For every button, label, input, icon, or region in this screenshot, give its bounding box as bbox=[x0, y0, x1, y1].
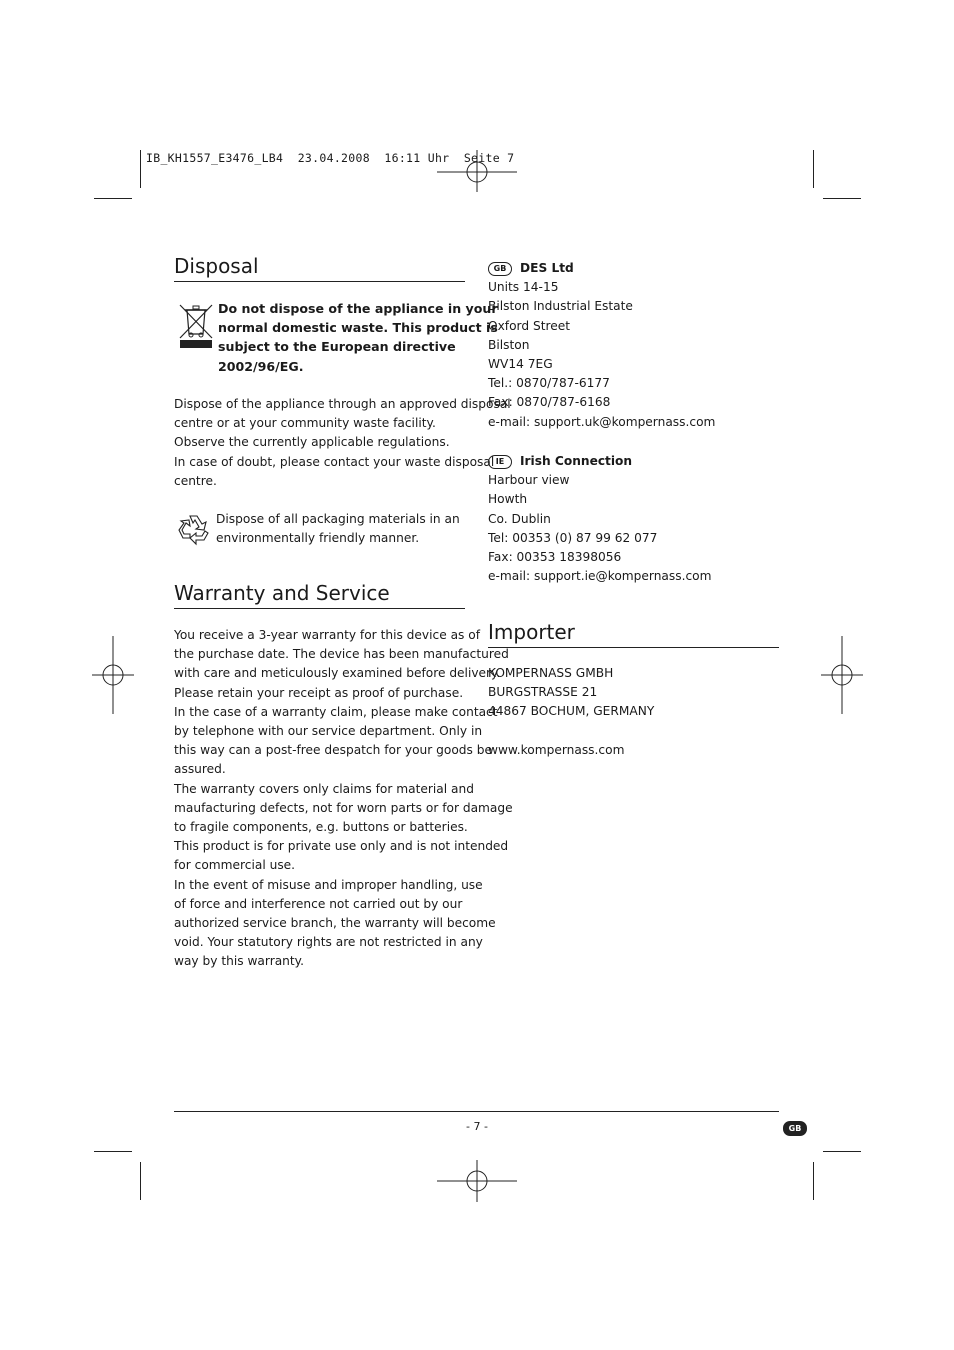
warranty-line: In the case of a warranty claim, please make contact bbox=[174, 704, 498, 719]
service-ie-line: Fax: 00353 18398056 bbox=[488, 550, 622, 565]
disposal-paragraph-line: Dispose of the appliance through an approved disposal bbox=[174, 397, 511, 411]
warranty-line: with care and meticulously examined before delivery. bbox=[174, 666, 501, 681]
footer-rule bbox=[174, 1111, 779, 1112]
service-ie-email[interactable]: e-mail: support.ie@kompernass.com bbox=[488, 569, 712, 584]
importer-line: 44867 BOCHUM, GERMANY bbox=[488, 704, 655, 719]
warranty-rule bbox=[174, 608, 465, 609]
warranty-line: The warranty covers only claims for material and bbox=[174, 781, 474, 796]
service-gb-line: WV14 7EG bbox=[488, 357, 553, 372]
service-ie-name: Irish Connection bbox=[520, 454, 633, 468]
service-gb-line: Units 14-15 bbox=[488, 280, 559, 295]
warranty-line: this way can a post-free despatch for your goods be bbox=[174, 743, 492, 758]
language-badge: GB bbox=[783, 1121, 807, 1136]
disposal-warning-line: Do not dispose of the appliance in your bbox=[218, 301, 498, 316]
disposal-warning-line: normal domestic waste. This product is bbox=[218, 320, 498, 336]
packaging-line: environmentally friendly manner. bbox=[216, 531, 420, 546]
warranty-line: This product is for private use only and is not intended bbox=[174, 839, 509, 854]
warranty-title: Warranty and Service bbox=[174, 581, 390, 605]
packaging-line: Dispose of all packaging materials in an bbox=[216, 512, 460, 526]
importer-website[interactable]: www.kompernass.com bbox=[488, 743, 625, 757]
registration-mark-top bbox=[437, 150, 517, 192]
registration-mark-left bbox=[92, 636, 134, 714]
gb-badge: GB bbox=[488, 262, 512, 276]
warranty-line: by telephone with our service department. Only in bbox=[174, 724, 483, 739]
service-gb-heading bbox=[488, 259, 715, 278]
print-slug: IB_KH1557_E3476_LB4 23.04.2008 16:11 Uhr Seite 7 bbox=[146, 151, 515, 165]
service-address-ie bbox=[488, 452, 712, 586]
service-gb-line: Oxford Street bbox=[488, 318, 570, 333]
warranty-line: void. Your statutory rights are not restricted in any bbox=[174, 935, 483, 950]
service-ie-line: Howth bbox=[488, 492, 528, 507]
service-ie-line: Co. Dublin bbox=[488, 511, 551, 526]
service-gb-line: Tel.: 0870/787-6177 bbox=[488, 376, 610, 391]
importer-line: KOMPERNASS GMBH bbox=[488, 666, 614, 680]
importer-address bbox=[488, 664, 654, 722]
warranty-line: the purchase date. The device has been manufactured bbox=[174, 647, 509, 662]
warranty-line: In the event of misuse and improper handling, use bbox=[174, 877, 483, 892]
registration-mark-bottom bbox=[437, 1160, 517, 1202]
service-gb-line: Fax: 0870/787-6168 bbox=[488, 395, 611, 410]
disposal-paragraph-line: Observe the currently applicable regulations. bbox=[174, 435, 450, 450]
disposal-warning bbox=[218, 299, 498, 376]
importer-rule bbox=[488, 647, 779, 648]
disposal-paragraph bbox=[174, 395, 511, 491]
service-ie-heading bbox=[488, 452, 712, 471]
crossed-out-bin-icon bbox=[178, 302, 214, 350]
warranty-line: maufacturing defects, not for worn parts or for damage bbox=[174, 800, 513, 815]
recycle-icon bbox=[175, 511, 213, 549]
importer-title: Importer bbox=[488, 620, 575, 644]
disposal-rule bbox=[174, 281, 465, 282]
service-gb-line: Bilston bbox=[488, 337, 530, 352]
warranty-paragraph bbox=[174, 626, 513, 972]
service-gb-line: Bilston Industrial Estate bbox=[488, 299, 633, 314]
warranty-line: way by this warranty. bbox=[174, 954, 305, 969]
warranty-line: Please retain your receipt as proof of purchase. bbox=[174, 685, 464, 700]
warranty-line: assured. bbox=[174, 762, 226, 777]
warranty-line: to fragile components, e.g. buttons or batteries. bbox=[174, 820, 468, 835]
warranty-line: authorized service branch, the warranty will become bbox=[174, 916, 496, 931]
disposal-warning-line: 2002/96/EG. bbox=[218, 358, 304, 374]
disposal-paragraph-line: In case of doubt, please contact your waste disposal bbox=[174, 454, 495, 469]
service-address-gb bbox=[488, 259, 715, 432]
warranty-line: for commercial use. bbox=[174, 858, 296, 873]
warranty-line: You receive a 3-year warranty for this device as of bbox=[174, 628, 481, 642]
warranty-line: of force and interference not carried out by our bbox=[174, 896, 463, 911]
service-gb-email[interactable]: e-mail: support.uk@kompernass.com bbox=[488, 414, 716, 429]
importer-line: BURGSTRASSE 21 bbox=[488, 685, 598, 700]
disposal-title: Disposal bbox=[174, 254, 259, 278]
service-ie-line: Tel: 00353 (0) 87 99 62 077 bbox=[488, 530, 658, 545]
disposal-paragraph-line: centre or at your community waste facility. bbox=[174, 416, 436, 431]
service-gb-name: DES Ltd bbox=[520, 261, 574, 275]
packaging-text bbox=[216, 510, 460, 548]
disposal-warning-line: subject to the European directive bbox=[218, 339, 456, 355]
registration-mark-right bbox=[821, 636, 863, 714]
disposal-paragraph-line: centre. bbox=[174, 473, 217, 488]
ie-badge: IE bbox=[488, 455, 512, 469]
page-number: - 7 - bbox=[466, 1120, 488, 1133]
service-ie-line: Harbour view bbox=[488, 473, 570, 488]
